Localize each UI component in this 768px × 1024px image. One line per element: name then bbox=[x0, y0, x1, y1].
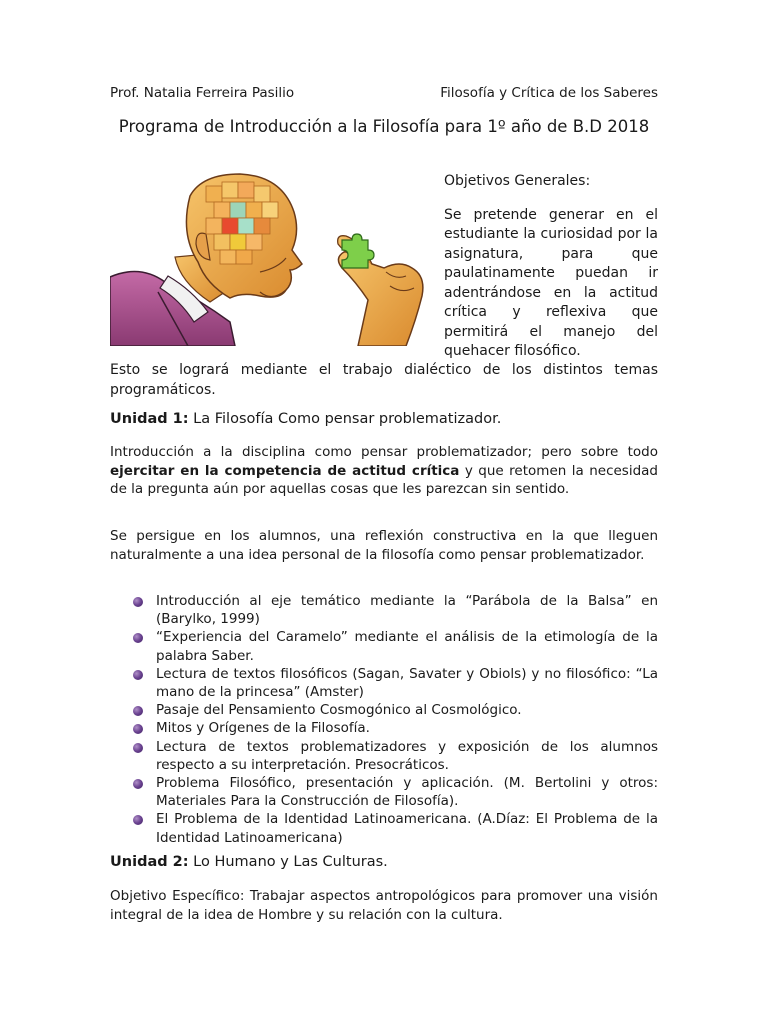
list-item-text: El Problema de la Identidad Latinoamericana. (A.Díaz: El Problema de la Identidad Latinoamericana) bbox=[156, 811, 658, 846]
list-item bbox=[110, 774, 658, 810]
unit-1-intro-paragraph bbox=[110, 443, 658, 499]
thinking-head-puzzle-illustration bbox=[110, 172, 430, 346]
unit-1-label: Unidad 1: bbox=[110, 411, 189, 427]
list-item-text: Introducción al eje temático mediante la “Parábola de la Balsa” en (Barylko, 1999) bbox=[156, 593, 658, 628]
bullet-icon bbox=[133, 743, 143, 753]
list-item bbox=[110, 719, 658, 737]
list-item-text: “Experiencia del Caramelo” mediante el análisis de la etimología de la palabra Saber. bbox=[156, 629, 658, 664]
unit-1-second-paragraph: Se persigue en los alumnos, una reflexión constructiva en la que lleguen naturalmente a una idea personal de la filosofía como pensar problematizador. bbox=[110, 528, 658, 563]
list-item-text: Pasaje del Pensamiento Cosmogónico al Cosmológico. bbox=[156, 702, 522, 719]
list-item bbox=[110, 738, 658, 774]
list-item bbox=[110, 592, 658, 628]
list-item-text: Lectura de textos problematizadores y exposición de los alumnos respecto a su interpretación. Presocráticos. bbox=[156, 738, 658, 773]
unit-1-intro-start: Introducción a la disciplina como pensar problematizador; pero sobre todo bbox=[110, 444, 658, 460]
bullet-icon bbox=[133, 779, 143, 789]
list-item-text: Problema Filosófico, presentación y aplicación. (M. Bertolini y otros: Materiales Para la Construcción de Filosofía). bbox=[156, 775, 658, 810]
list-item bbox=[110, 665, 658, 701]
objectives-continuation: Esto se logrará mediante el trabajo dialéctico de los distintos temas programáticos. bbox=[110, 362, 658, 398]
course-name: Filosofía y Crítica de los Saberes bbox=[440, 85, 658, 101]
bullet-icon bbox=[133, 706, 143, 716]
list-item-text: Lectura de textos filosóficos (Sagan, Savater y Obiols) y no filosófico: “La mano de la princesa” (Amster) bbox=[156, 665, 658, 701]
unit-1-heading bbox=[110, 411, 658, 427]
unit-2-label: Unidad 2: bbox=[110, 854, 189, 870]
bullet-icon bbox=[133, 724, 143, 734]
unit-1-title: La Filosofía Como pensar problematizador. bbox=[188, 411, 502, 427]
list-item-text: Mitos y Orígenes de la Filosofía. bbox=[156, 720, 370, 737]
bullet-icon bbox=[133, 670, 143, 680]
author-name: Prof. Natalia Ferreira Pasilio bbox=[110, 85, 295, 101]
list-item bbox=[110, 701, 658, 719]
list-item bbox=[110, 810, 658, 846]
objectives-text: Se pretende generar en el estudiante la curiosidad por la asignatura, para que paulatinamente puedan ir adentrándose en la actitud crítica y reflexiva que permitirá el manejo del quehacer filosófico. bbox=[444, 206, 658, 359]
general-objectives bbox=[444, 172, 658, 362]
bullet-icon bbox=[133, 597, 143, 607]
unit-1-intro-end: y que retomen la necesidad de la pregunta aún por aquellas cosas que les parezcan sin sentido. bbox=[110, 462, 658, 497]
bullet-icon bbox=[133, 815, 143, 825]
unit-2-heading bbox=[110, 854, 658, 870]
unit-1-topic-list bbox=[110, 592, 658, 847]
objectives-heading: Objetivos Generales: bbox=[444, 173, 591, 189]
page-header bbox=[110, 85, 658, 101]
unit-2-title: Lo Humano y Las Culturas. bbox=[188, 854, 388, 870]
list-item bbox=[110, 628, 658, 664]
unit-1-intro-emphasis: ejercitar en la competencia de actitud crítica bbox=[110, 462, 460, 479]
unit-2-objective-paragraph: Objetivo Específico: Trabajar aspectos antropológicos para promover una visión integral de la idea de Hombre y su relación con la cultura. bbox=[110, 888, 658, 923]
document-title: Programa de Introducción a la Filosofía para 1º año de B.D 2018 bbox=[118, 117, 650, 136]
bullet-icon bbox=[133, 633, 143, 643]
